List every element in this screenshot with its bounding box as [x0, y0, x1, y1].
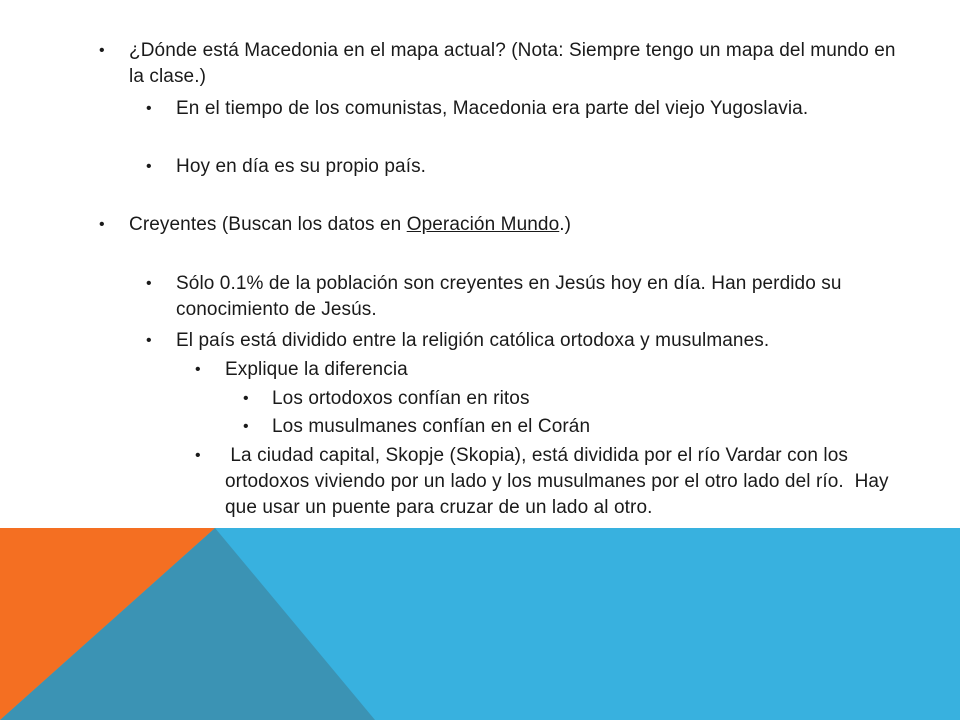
bullet-dot: • [195, 447, 201, 464]
bullet-believers-percent: Sólo 0.1% de la población son creyentes en Jesús hoy en día. Han perdido su conocimiento de Jesús. [176, 273, 842, 320]
bullet-text-part: Dónde está [140, 40, 239, 61]
bullet-own-country: Hoy en día es su propio país. [176, 156, 427, 177]
bullet-dot: • [146, 275, 152, 292]
bullet-dot: • [99, 42, 105, 59]
bullet-text-part: (Buscan los datos en [216, 214, 407, 235]
bullet-dot: • [243, 418, 249, 435]
bullet-dot: • [99, 216, 105, 233]
bullet-orthodox-rites: Los ortodoxos confían en ritos [272, 388, 530, 409]
operacion-mundo-link[interactable]: Operación Mundo [406, 214, 560, 235]
bullet-dot: • [243, 390, 249, 407]
bullet-dot: • [146, 100, 152, 117]
bullet-dot: • [195, 361, 201, 378]
bullet-skopje-river: La ciudad capital, Skopje (Skopia), está dividida por el río Vardar con los ortodoxos viviendo por un lado y los musulmanes por el otro lado del río. Hay que usar un puente para cruzar de un lado al otro. [225, 445, 895, 518]
bullet-dot: • [146, 158, 152, 175]
bullet-dot: • [146, 332, 152, 349]
bullet-divided-country: El país está dividido entre la religión católica ortodoxa y musulmanes. [176, 330, 770, 351]
bullet-explain-difference: Explique la diferencia [225, 359, 408, 380]
bullet-muslims-coran: Los musulmanes confían en el Corán [272, 416, 591, 437]
bullet-text-part: .) [559, 214, 572, 235]
bullet-communist-era: En el tiempo de los comunistas, Macedonia era parte del viejo Yugoslavia. [176, 98, 809, 119]
bullet-text-part: Creyentes [129, 214, 217, 235]
bullet-text-part: ¿ [129, 40, 141, 61]
bullet-text-part: Macedonia en el mapa actual? (Nota: Siempre tengo un mapa del mundo en la clase.) [129, 40, 896, 87]
